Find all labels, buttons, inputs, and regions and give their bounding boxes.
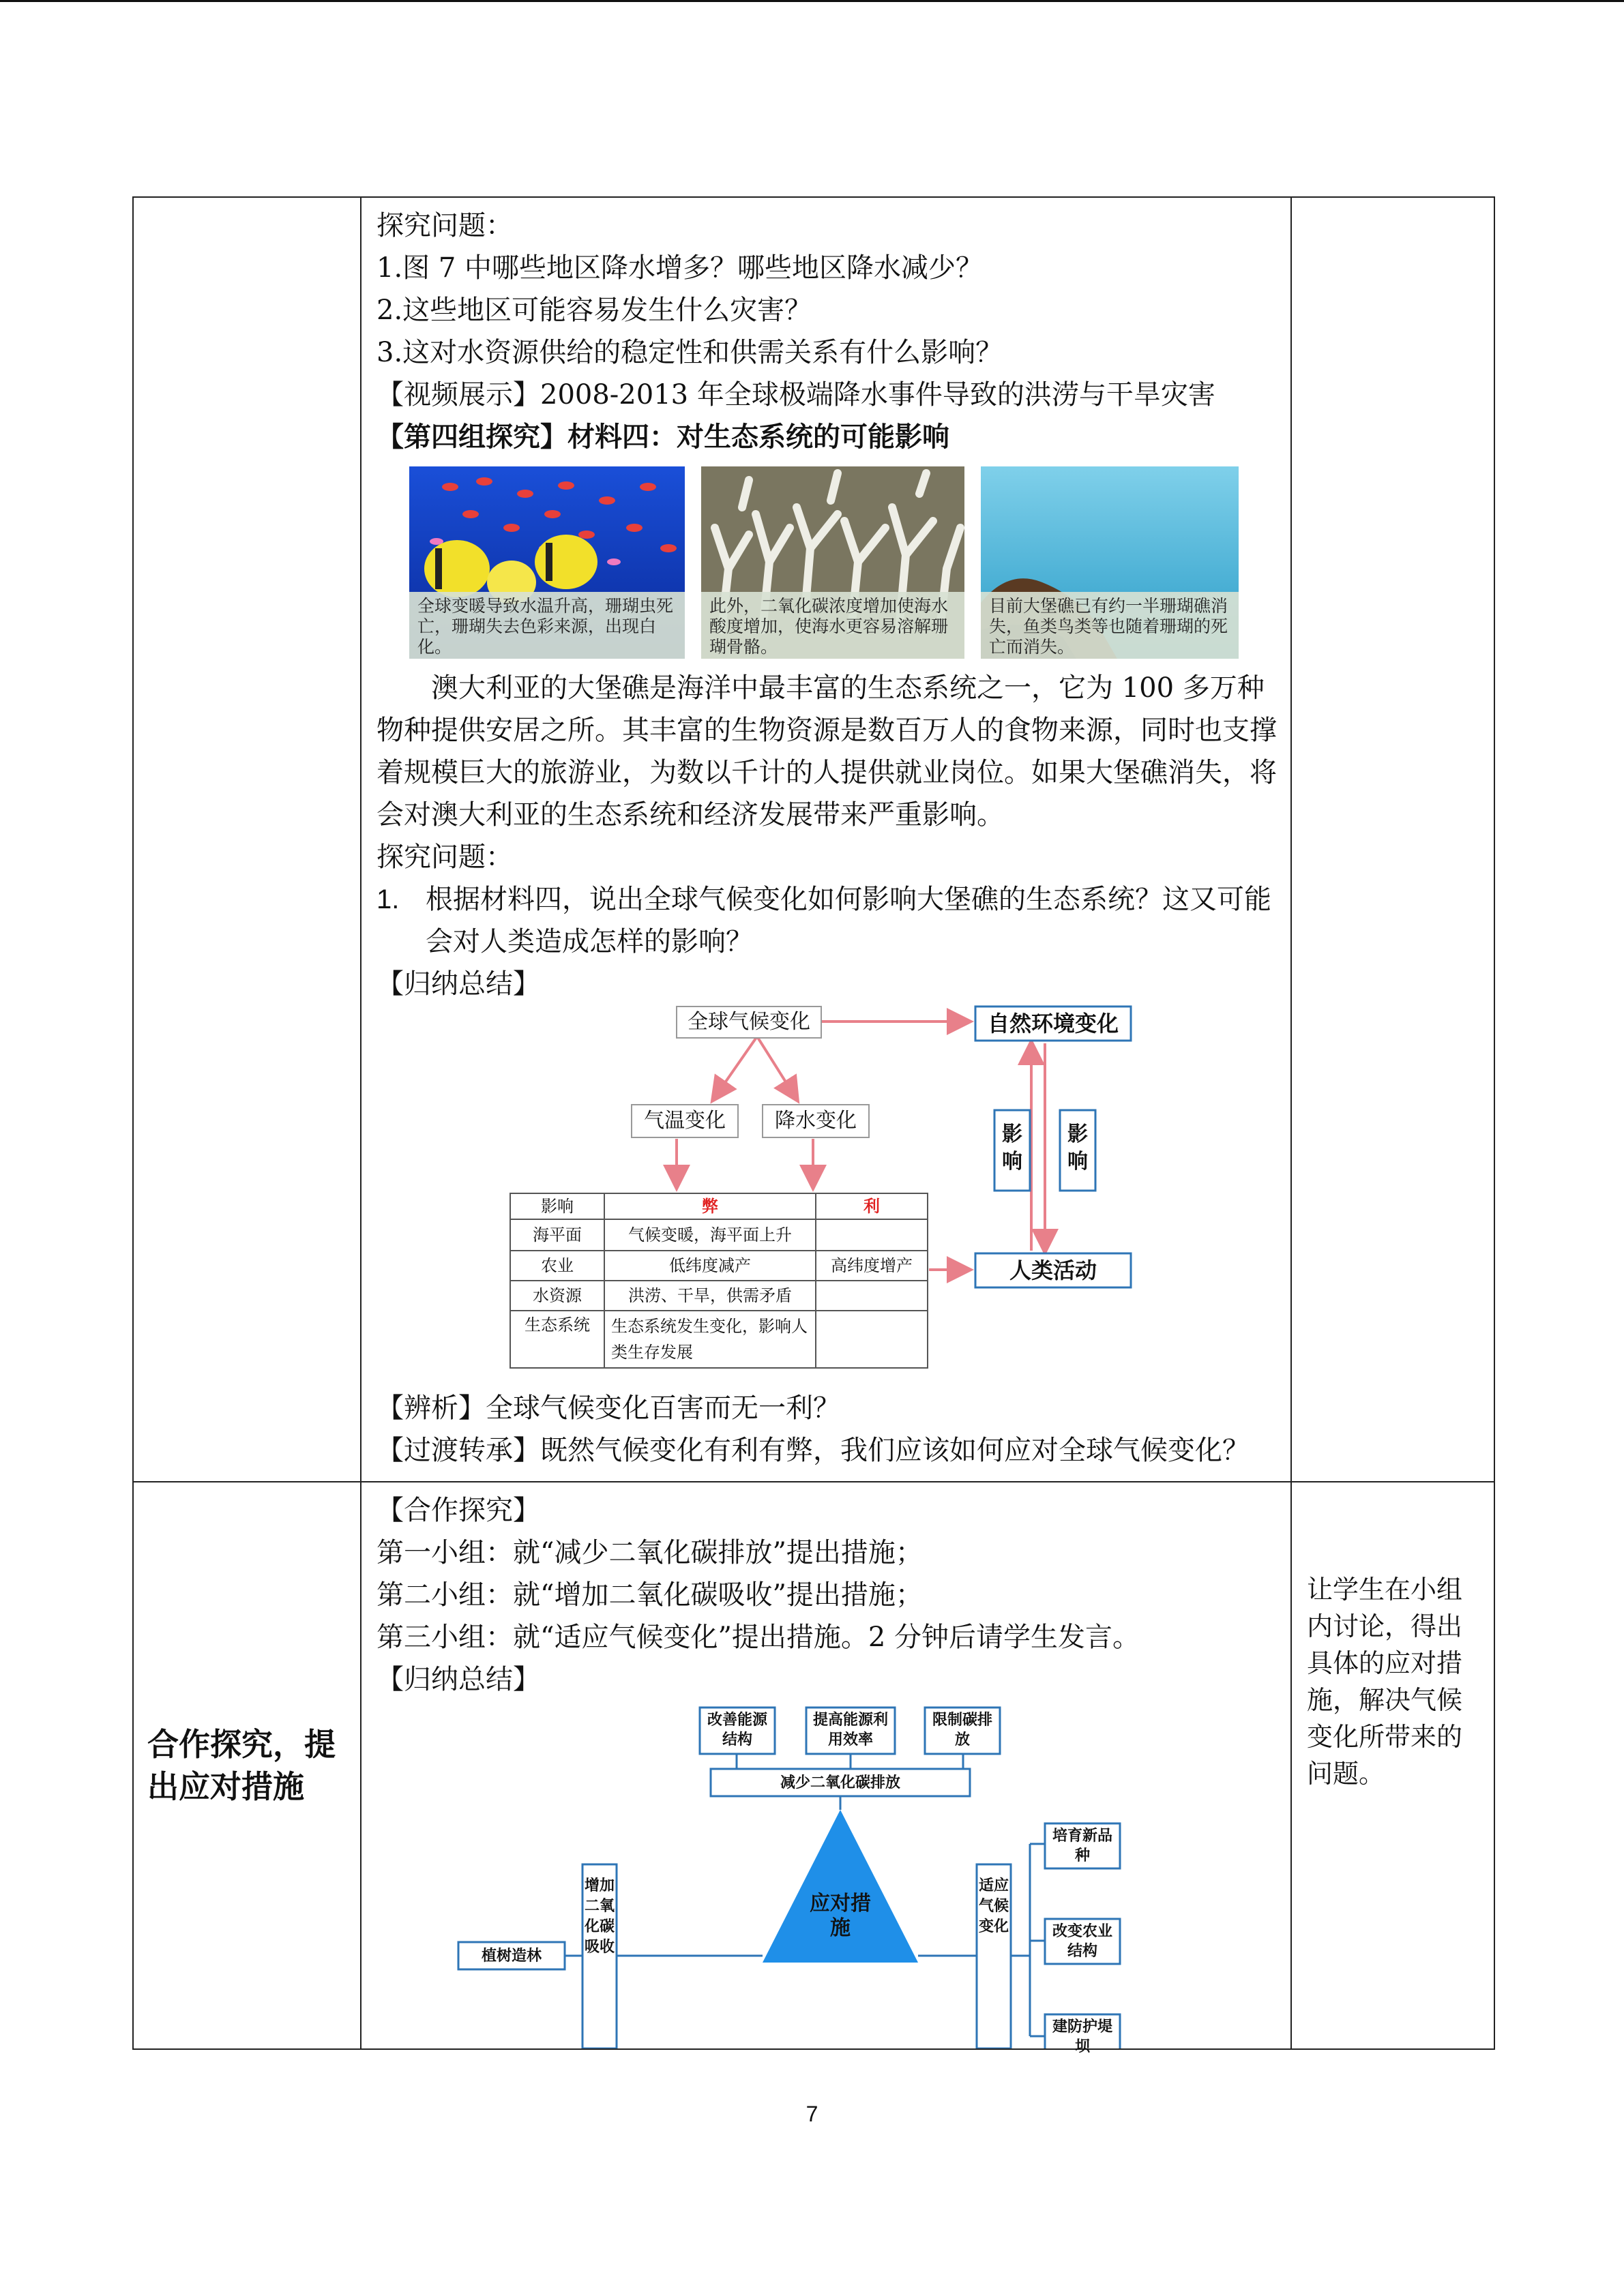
photo-fish bbox=[409, 466, 685, 659]
photo-ocean bbox=[981, 466, 1239, 659]
row2-left-cell bbox=[133, 1482, 361, 2049]
box-temperature-change: 气温变化 bbox=[644, 1109, 726, 1133]
question-heading-2: 探究问题： bbox=[377, 841, 513, 873]
box-increase-co2-absorption: 增加二氧化碳吸收 bbox=[584, 1877, 615, 1956]
impact-table-cell: 低纬度减产 bbox=[669, 1256, 751, 1275]
transition-line: 【过渡转承】既然气候变化有利有弊，我们应该如何应对全球气候变化？ bbox=[377, 1435, 1250, 1466]
impact-table-cell: 高纬度增产 bbox=[831, 1256, 913, 1275]
box-influence-left: 影响 bbox=[1002, 1122, 1022, 1174]
photo-bleached-coral bbox=[701, 466, 964, 659]
reef-question-number: 1. bbox=[377, 884, 400, 914]
coral-photo-strip bbox=[409, 466, 1278, 659]
impact-table-row-sea-level: 海平面 bbox=[533, 1225, 582, 1244]
reef-question-text: 根据材料四，说出全球气候变化如何影响大堡礁的生态系统？这又可能会对人类造成怎样的影响？ bbox=[426, 884, 1271, 957]
impact-table-cell: 气候变暖，海平面上升 bbox=[628, 1225, 792, 1244]
box-breed-new-varieties: 培育新品种 bbox=[1052, 1827, 1112, 1864]
box-human-activity: 人类活动 bbox=[1009, 1257, 1097, 1283]
row1-note-cell bbox=[1291, 197, 1494, 1482]
page-number: 7 bbox=[806, 2102, 818, 2126]
box-limit-carbon-emission: 限制碳排放 bbox=[932, 1711, 992, 1748]
impact-table-cell: 洪涝、干旱，供需矛盾 bbox=[628, 1286, 792, 1305]
row1-content-cell bbox=[361, 197, 1291, 1482]
top-border-line bbox=[0, 0, 1624, 2]
question-1: 1.图 7 中哪些地区降水增多？哪些地区降水减少？ bbox=[377, 252, 984, 284]
box-afforestation: 植树造林 bbox=[481, 1947, 542, 1965]
video-display-line: 【视频展示】2008-2013 年全球极端降水事件导致的洪涝与干旱灾害 bbox=[377, 379, 1215, 411]
climate-impact-diagram bbox=[377, 1005, 1278, 1387]
triangle-response-measures: 应对措施 bbox=[810, 1892, 871, 1940]
box-precipitation-change: 降水变化 bbox=[775, 1109, 857, 1133]
question-3: 3.这对水资源供给的稳定性和供需关系有什么影响？ bbox=[377, 337, 1003, 368]
box-improve-energy-structure: 改善能源结构 bbox=[707, 1711, 767, 1748]
question-heading: 探究问题： bbox=[377, 210, 513, 241]
box-change-agriculture-structure: 改变农业结构 bbox=[1052, 1922, 1112, 1960]
box-natural-environment-change: 自然环境变化 bbox=[987, 1011, 1119, 1037]
box-improve-energy-efficiency: 提高能源利用效率 bbox=[812, 1711, 888, 1748]
group2-task: 第二小组：就“增加二氧化碳吸收”提出措施； bbox=[377, 1579, 923, 1611]
reef-question bbox=[377, 878, 1278, 963]
table-row bbox=[133, 1482, 1494, 2049]
box-reduce-co2-emission: 减少二氧化碳排放 bbox=[780, 1774, 900, 1791]
row2-content-cell bbox=[361, 1482, 1291, 2055]
cooperative-inquiry-label: 【合作探究】 bbox=[377, 1495, 540, 1526]
box-build-embankments: 建防护堤坝 bbox=[1052, 2018, 1112, 2055]
box-global-climate-change: 全球气候变化 bbox=[688, 1010, 810, 1034]
group3-task: 第三小组：就“适应气候变化”提出措施。2 分钟后请学生发言。 bbox=[377, 1622, 1140, 1653]
impact-table-cell: 生态系统发生变化，影响人类生存发展 bbox=[611, 1317, 808, 1362]
box-influence-right: 影响 bbox=[1067, 1122, 1088, 1174]
summary-label-1: 【归纳总结】 bbox=[377, 968, 540, 1000]
row1-left-cell bbox=[133, 197, 361, 1482]
group4-heading: 【第四组探究】材料四：对生态系统的可能影响 bbox=[377, 421, 949, 453]
table-row bbox=[133, 197, 1494, 1482]
photo-caption-2: 此外，二氧化碳浓度增加使海水酸度增加，使海水更容易溶解珊瑚骨骼。 bbox=[701, 592, 964, 659]
photo-caption-1: 全球变暖导致水温升高，珊瑚虫死亡，珊瑚失去色彩来源，出现白化。 bbox=[409, 592, 685, 659]
photo-caption-3: 目前大堡礁已有约一半珊瑚礁消失，鱼类鸟类等也随着珊瑚的死亡而消失。 bbox=[981, 592, 1239, 659]
lesson-plan-table bbox=[132, 196, 1495, 2055]
group1-task: 第一小组：就“减少二氧化碳排放”提出措施； bbox=[377, 1537, 923, 1568]
box-adapt-climate-change: 适应气候变化 bbox=[978, 1877, 1009, 1935]
impact-table-header-disadvantage: 弊 bbox=[702, 1196, 718, 1216]
impact-table-row-agriculture: 农业 bbox=[541, 1256, 574, 1275]
row2-note-cell bbox=[1291, 1482, 1494, 2049]
impact-table-header-influence: 影响 bbox=[541, 1197, 574, 1216]
impact-table-header-advantage: 利 bbox=[863, 1196, 880, 1216]
great-barrier-reef-paragraph: 澳大利亚的大堡礁是海洋中最丰富的生态系统之一，它为 100 多万种物种提供安居之所。其丰富的生物资源是数百万人的食物来源，同时也支撑着规模巨大的旅游业，为数以千计的人提供就业岗位。如果大堡礁消失，将会对澳大利亚的生态系统和经济发展带来严重影响。 bbox=[377, 672, 1277, 831]
impact-table-row-water: 水资源 bbox=[533, 1286, 582, 1305]
summary-label-2: 【归纳总结】 bbox=[377, 1664, 540, 1695]
analysis-line: 【辨析】全球气候变化百害而无一利？ bbox=[377, 1392, 840, 1424]
response-measures-diagram bbox=[377, 1701, 1278, 2055]
cooperative-inquiry-title: 合作探究，提出应对措施 bbox=[147, 1726, 336, 1805]
impact-table-row-ecosystem: 生态系统 bbox=[525, 1315, 590, 1335]
question-2: 2.这些地区可能容易发生什么灾害？ bbox=[377, 295, 812, 326]
teacher-note: 让学生在小组内讨论，得出具体的应对措施，解决气候变化所带来的问题。 bbox=[1307, 1575, 1463, 1789]
